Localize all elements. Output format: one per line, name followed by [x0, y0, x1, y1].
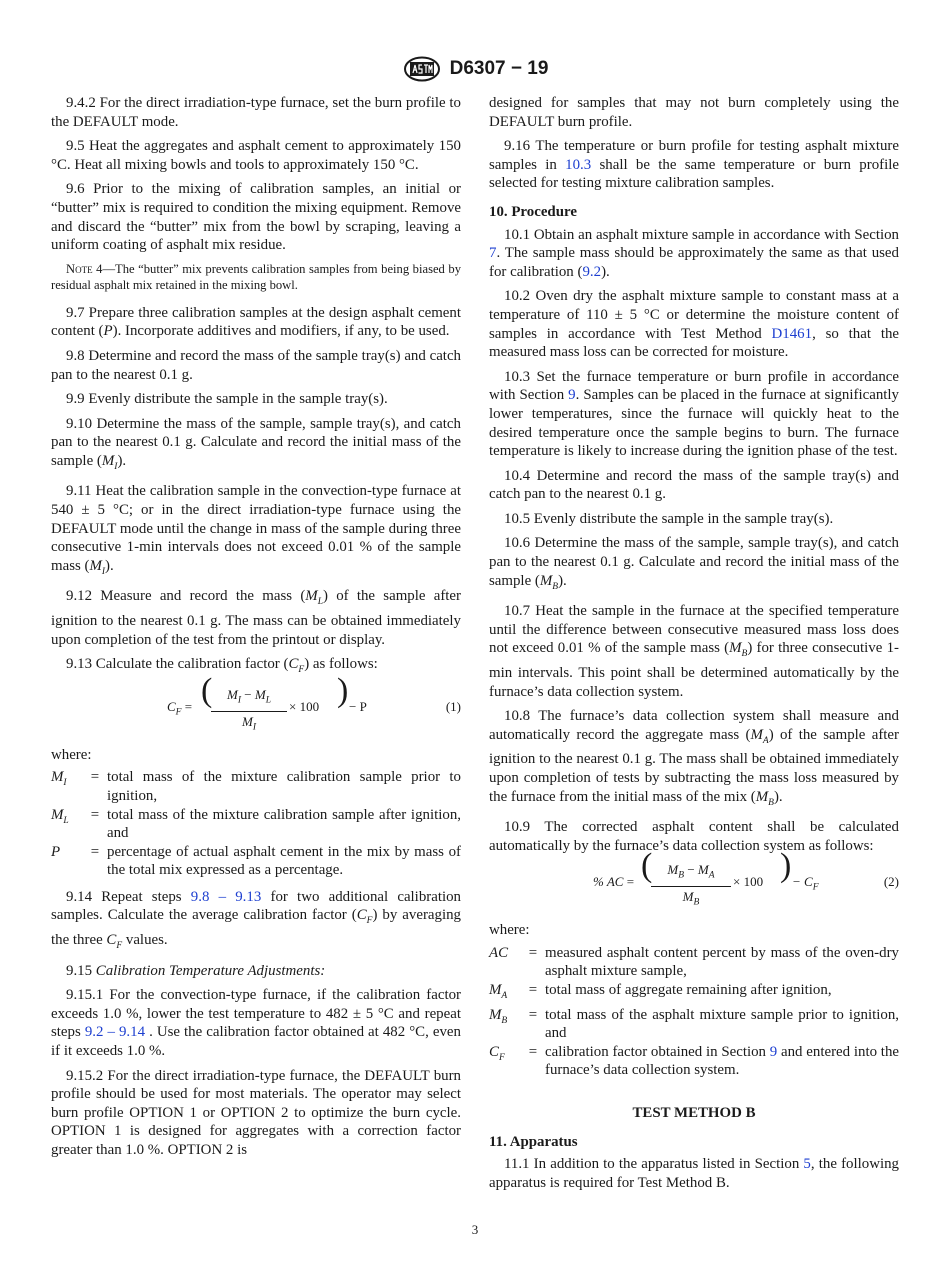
section-9-6: 9.6 Prior to the mixing of calibration samples, an initial or “butter” mix is required to condition the mixing equipment. Remove and discard the “butter” mix from the bowl by scraping, leaving a uniform coating of asphalt mix residue. [51, 181, 461, 254]
section-9-9: 9.9 Evenly distribute the sample in the sample tray(s). [66, 391, 388, 408]
definition-row: $M_I$ = total mass of the mixture calibration sample prior to ignition, [51, 769, 461, 804]
equation-1: $C_F$ = ( $\frac{M_I - M_L}{M_I}$ × 100 ) − P (1) [51, 686, 461, 732]
section-10-1: 10.1 Obtain an asphalt mixture sample in accordance with Section 7. The sample mass should be approximately the same as that used for calibration (9.2). [489, 226, 899, 280]
section-9-10: 9.10 Determine the mass of the sample, sample tray(s), and catch pan to the nearest 0.1 g. Calculate and record the initial mass of the sample $(M_I)$. [51, 415, 461, 472]
link-9-2[interactable]: 9.2 [582, 263, 602, 280]
section-9-5: 9.5 Heat the aggregates and asphalt cement to approximately 150 °C. Heat all mixing bowls and tools to approximately 150 °C. [51, 138, 461, 173]
section-9-12: 9.12 Measure and record the mass $(M_L)$ of the sample after ignition to the nearest 0.1 g. The mass can be obtained immediately upon completion of the test from the printout or display. [51, 588, 461, 648]
eq1-fraction: $\frac{M_I - M_L}{M_I}$ [211, 686, 287, 737]
eq2-number: (2) [883, 874, 899, 890]
document-designation: D6307 − 19 [449, 58, 549, 79]
equation-2: % AC = ( $\frac{M_B - M_A}{M_B}$ × 100 ) − $C_F$ (2) [489, 861, 899, 907]
heading-test-method-b: TEST METHOD B [632, 1104, 756, 1121]
section-9-13: 9.13 Calculate the calibration factor $(C_F)$ as follows: [66, 656, 378, 676]
section-9-11: 9.11 Heat the calibration sample in the convection-type furnace at 540 ± 5 °C; or in the direct irradiation-type furnace using the DEFAULT mode until the change in mass of the sample during three consecutive 1-min intervals does not exceed 0.01 % of the sample mass $(M_I)$. [51, 483, 461, 577]
heading-apparatus: 11. Apparatus [489, 1133, 578, 1150]
link-section-7[interactable]: 7 [489, 245, 497, 262]
section-10-9: 10.9 The corrected asphalt content shall be calculated automatically by the furnace’s data collection system as follows: [489, 819, 899, 854]
definition-row: $M_A$ = total mass of aggregate remaining after ignition, [489, 982, 832, 1001]
note-4 [51, 261, 461, 294]
where-label: where: [51, 746, 92, 763]
definitions-list [51, 768, 461, 880]
definition-row: $C_F$ = calibration factor obtained in Section 9 and entered into the furnace’s data collection system. [489, 1043, 899, 1079]
section-9-15-2: 9.15.2 For the direct irradiation-type furnace, the DEFAULT burn profile should be used for most materials. The operator may select burn profile OPTION 1 or OPTION 2 to optimize the burn cycle. OPTION 1 is designed for aggregates with a correction factor greater than 1.0 %. OPTION 2 is [51, 1067, 461, 1158]
section-10-3: 10.3 Set the furnace temperature or burn profile in accordance with Section 9. Samples can be placed in the furnace at significantly lower temperatures, since the furnace will quickly heat to the desired temperature once the sample begins to burn. The furnace temperature is likely to increase during the ignition phase of the test. [489, 368, 899, 460]
eq1-lhs: $C_F$ = [167, 698, 193, 718]
eq2-times: × 100 [733, 874, 764, 890]
left-column [51, 94, 461, 1166]
link-section-9[interactable]: 9 [568, 387, 576, 404]
section-10-7: 10.7 Heat the sample in the furnace at the specified temperature until the difference between consecutive measured mass loss does not exceed 0.01 % of the sample mass $(M_B)$ for three consecutive 1-min intervals. This point shall be determined automatically by the furnace’s data collection system. [489, 603, 899, 700]
link-section-9-cf[interactable]: 9 [769, 1043, 778, 1060]
definition-row: AC = measured asphalt content percent by mass of the oven-dry asphalt mixture sample, [489, 944, 899, 980]
section-9-15-2-continued: designed for samples that may not burn completely using the DEFAULT burn profile. [489, 95, 899, 130]
definition-row: $M_B$ = total mass of the asphalt mixture sample prior to ignition, and [489, 1006, 899, 1042]
eq2-tail: − $C_F$ [792, 874, 819, 893]
section-10-5: 10.5 Evenly distribute the sample in the sample tray(s). [504, 510, 834, 527]
eq1-times: × 100 [289, 698, 320, 714]
section-9-16: 9.16 The temperature or burn profile for testing asphalt mixture samples in 10.3 shall be the same temperature or burn profile selected for testing mixture calibration samples. [489, 138, 899, 192]
link-9-8-9-13[interactable]: 9.8 – 9.13 [190, 888, 262, 905]
section-10-6: 10.6 Determine the mass of the sample, sample tray(s), and catch pan to the nearest 0.1 g. Calculate and record the initial mass of the sample $(M_B)$. [489, 535, 899, 592]
definitions-list-2 [489, 944, 899, 1080]
page-header [0, 56, 950, 84]
eq1-number: (1) [445, 698, 461, 714]
eq2-fraction: $\frac{M_B - M_A}{M_B}$ [651, 861, 731, 912]
link-d1461[interactable]: D1461 [771, 325, 813, 342]
section-9-7: 9.7 Prepare three calibration samples at the design asphalt cement content (P). Incorporate additives and modifiers, if any, to be used. [51, 304, 461, 340]
page-number: 3 [471, 1222, 479, 1237]
link-9-2-9-14[interactable]: 9.2 – 9.14 [84, 1024, 146, 1041]
eq1-tail: − P [349, 698, 367, 714]
definition-row: $M_L$ = total mass of the mixture calibration sample after ignition, and [51, 806, 461, 842]
astm-logo-icon [402, 56, 442, 82]
link-10-3[interactable]: 10.3 [565, 156, 592, 173]
eq2-lhs: % AC = [593, 874, 635, 890]
where-label-2: where: [489, 922, 530, 939]
section-9-15: 9.15 Calibration Temperature Adjustments: [66, 962, 326, 979]
heading-procedure: 10. Procedure [489, 203, 577, 220]
note-label: Note 4 [66, 261, 103, 276]
section-11-1: 11.1 In addition to the apparatus listed in Section 5, the following apparatus is required for Test Method B. [489, 1156, 899, 1191]
definition-row: P = percentage of actual asphalt cement in the mix by mass of the total mix expressed as a percentage. [51, 843, 461, 879]
section-10-2: 10.2 Oven dry the asphalt mixture sample to constant mass at a temperature of 110 ± 5 °C or determine the moisture content of samples in accordance with Test Method D1461, so that the measured mass loss can be corrected for moisture. [489, 288, 900, 361]
section-9-14: 9.14 Repeat steps 9.8 – 9.13 for two additional calibration samples. Calculate the average calibration factor $(C_F)$ by averaging the three $C_F$ values. [51, 888, 462, 951]
link-section-5[interactable]: 5 [803, 1156, 811, 1173]
section-10-4: 10.4 Determine and record the mass of the sample tray(s) and catch pan to the nearest 0.1 g. [489, 467, 899, 503]
section-10-8: 10.8 The furnace’s data collection system shall measure and automatically record the aggregate mass $(M_A)$ of the sample after ignition to the nearest 0.1 g. The mass shall be obtained immediately upon completion of tests by subtracting the mass loss measured by the furnace from the initial mass of the mix $(M_B)$. [489, 708, 899, 808]
section-9-4-2: 9.4.2 For the direct irradiation-type furnace, set the burn profile to the DEFAULT mode. [51, 95, 461, 130]
note-text: —The “butter” mix prevents calibration samples from being biased by residual asphalt mix retained in the mixing bowl. [51, 261, 461, 293]
section-9-15-1: 9.15.1 For the convection-type furnace, if the calibration factor exceeds 1.0 %, lower the test temperature to 482 ± 5 °C and repeat steps 9.2 – 9.14 . Use the calibration factor obtained at 482 °C, even if it exceeds 1.0 %. [51, 987, 461, 1059]
section-9-8: 9.8 Determine and record the mass of the sample tray(s) and catch pan to the nearest 0.1 g. [51, 347, 461, 383]
right-column [489, 94, 899, 1198]
